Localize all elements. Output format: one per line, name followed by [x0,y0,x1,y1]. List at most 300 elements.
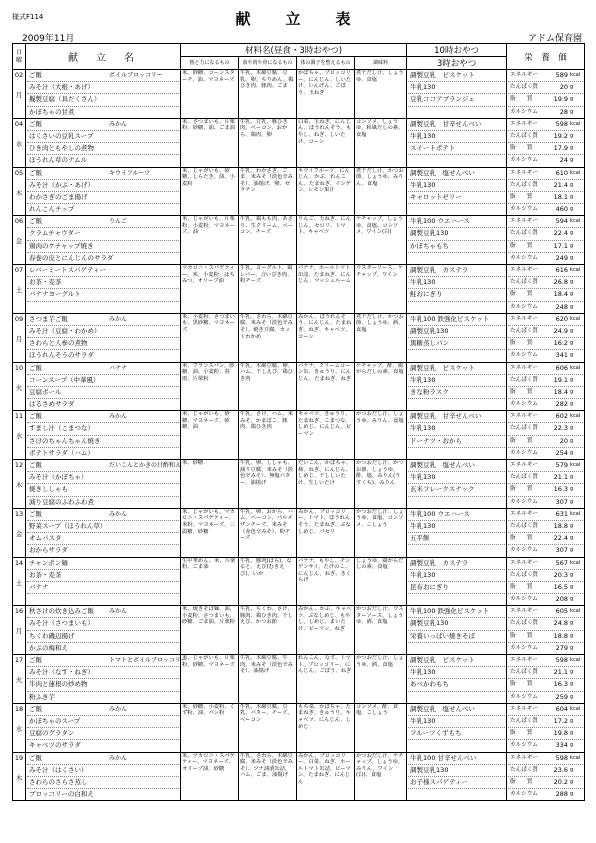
nutrition-cell [507,265,585,314]
nutrition-value: 19.2 [553,131,569,140]
dish-line [27,204,179,215]
nutrition-label: エネルギー [510,72,539,78]
dish-line [27,618,179,630]
nutrition-line [508,606,583,618]
dish-name: さわらと人参の煮物 [29,339,88,348]
day-date-cell [13,508,26,557]
nutrition-value: 21.1 [553,668,569,677]
dish-cell [26,411,181,460]
nutrition-label: カルシウム [510,742,538,749]
nutrition-unit: g [570,340,574,347]
ing-green-cell: だいこん、かぼちゃ、柿、ねぎ、にんじん、しめじ、干ししいたけ、生しいたけ [297,460,355,509]
nutrition-label: カルシウム [510,108,538,115]
nutrition-line [508,789,583,800]
ing-yellow-cell: 牛乳、さわら、木綿豆腐、米みそ（淡色辛みそ）、ツナ油漬缶詰、ハム、ごま、油揚げ [239,752,297,801]
day-of-week: 火 [15,676,23,684]
nutrition-label: カルシウム [510,644,538,651]
dish-line [27,448,179,459]
ing-red-cell: 生中華めん、米、片栗粉、ごま油 [181,557,239,606]
day-of-week: 金 [15,237,23,246]
nutrition-label: たんぱく質 [510,425,539,432]
snack-10: 牛乳100 ウエハース [408,509,505,521]
ing-red-header: 熱と力になるもの [181,57,239,70]
snack-3-drink: 牛乳130 [408,570,505,582]
day-row [13,411,585,460]
snack-10: 牛乳100 甘辛せんべい [408,753,505,765]
dish-name: お茶・麦茶 [29,278,62,287]
nutrition-unit: kcal [570,510,581,517]
nutrition-line [508,289,583,301]
nutrition-unit: kcal [570,705,581,712]
snack-cell [407,557,507,606]
dish-cell [26,362,181,411]
ing-red-cell: 米、じゃがいも、砂糖、しらたき、油、小麦粉 [181,167,239,216]
nutrition-line [508,436,583,448]
snack-cell [407,70,507,119]
ing-yellow-cell: 牛乳、鶏もも肉、あさり、生クリーム、ベーコン、チーズ [239,216,297,265]
dish-line [27,545,179,556]
fruit-note: みかん [109,705,128,713]
nutrition-cell [507,411,585,460]
nutrition-line [508,363,583,375]
nutrition-unit: kcal [570,364,581,371]
ing-seasoning-cell: かつおだし汁、しょうゆ、酒、食塩 [355,655,407,704]
ing-seasoning-cell: コンソメ、しょうゆ、和風だしの素、食塩 [355,118,407,167]
nutrition-value: 254 [555,448,569,457]
ing-seasoning-cell: ケチャップ、しょうゆ、食塩、コンソメ、ワイン(白) [355,216,407,265]
snack-blank [408,692,505,703]
nutrition-unit: g [570,791,574,798]
nutrition-unit: g [570,486,574,493]
dish-name: はくさいの豆乳スープ [29,131,94,140]
snack-blank [408,155,505,166]
nutrition-label: エネルギー [510,510,539,517]
snack-cell [407,118,507,167]
dish-line [27,521,179,533]
ing-seasoning-cell: かつおだし汁、しょうゆ、食塩、コンソメ、こしょう [355,508,407,557]
nutrition-line [508,192,583,204]
dish-line [27,302,179,313]
snack-10: 調製豆乳 塩せんべい [408,168,505,180]
nutrition-cell [507,655,585,704]
nutrition-unit: g [570,132,574,139]
dish-line [27,765,179,777]
nutrition-value: 631 [555,509,569,518]
nutrition-value: 610 [555,168,569,177]
fruit-note: みかん [109,120,128,128]
dish-name: バナナ [29,582,49,591]
snack-3-drink: 調製豆乳130 [408,228,505,240]
ing-seasoning-cell: ケチャップ、酢、鶏がらだしの素、食塩 [355,362,407,411]
day-date-cell [13,313,26,362]
nutrition-cell [507,508,585,557]
ing-seasoning-cell: ウスターソース、ケチャップ、ワイン [355,265,407,314]
day-date: 04 [14,119,24,128]
ing-red-cell: 米、じゃがいも、片栗粉、砂糖、マヨネーズ [181,655,239,704]
nutrition-value: 17.1 [553,241,569,250]
nutrition-label: エネルギー [510,705,539,712]
dish-name: 減り豆腐のふわふわ煮 [29,497,94,506]
dish-name: かぶの梅和え [29,643,68,652]
snack-3-drink: 牛乳130 [408,472,505,484]
nutrition-line [508,94,583,106]
snack-10: 牛乳100 ウエハース [408,216,505,228]
nutrition-cell [507,118,585,167]
dish-line [27,363,179,375]
nutrition-unit: kcal [570,218,581,225]
snack-3-food: 鮭おにぎり [408,289,505,301]
nutrition-cell [507,752,585,801]
dish-line [27,716,179,728]
nutrition-label: 脂 質 [510,437,533,444]
dish-line [27,740,179,751]
day-date: 19 [14,753,24,762]
fruit-note: トマトとボイルブロッコリー [109,657,187,664]
nutrition-label: たんぱく質 [510,669,539,676]
dish-line [27,399,179,410]
day-date: 13 [14,509,24,518]
snack-blank [408,302,505,313]
nutrition-value: 334 [555,741,569,750]
day-date-cell [13,752,26,801]
dish-name: ほうれんそうのサラダ [29,351,94,360]
nutrition-line [508,314,583,326]
dish-name: みそ汁（かぼちゃ） [29,473,88,482]
snack-3-food: きな粉ラスク [408,387,505,399]
nutrition-line [508,509,583,521]
dish-line [27,667,179,679]
nutrition-label: 脂 質 [510,730,533,737]
nutrition-label: 脂 質 [510,486,533,493]
nutrition-unit: g [570,157,574,164]
day-row [13,216,585,265]
nutrition-label: カルシウム [510,157,538,164]
dish-line [27,606,179,618]
dish-line [27,70,179,82]
nutrition-value: 616 [555,266,569,274]
nutrition-label: 脂 質 [510,388,533,395]
snack-cell [407,752,507,801]
nutrition-line [508,655,583,667]
dish-line [27,692,179,703]
nutrition-unit: g [570,279,574,286]
nutrition-value: 17.2 [553,716,569,725]
nutrition-unit: kcal [570,657,581,663]
nutrition-value: 620 [555,314,569,323]
nutrition-line [508,216,583,228]
day-date: 18 [14,704,24,713]
dish-name: おからサラダ [29,546,68,555]
nutrition-value: 22.4 [553,229,569,238]
nutrition-value: 22.4 [553,534,569,543]
dish-line [27,655,187,667]
dish-name: かぼちゃのスープ [29,716,81,725]
nutrition-value: 288 [555,790,569,799]
dish-cell [26,606,181,655]
dish-name: さけのちゃんちゃん焼き [29,436,101,445]
snack-3-food: かぼちゃもち [408,241,505,253]
day-date-cell [13,216,26,265]
day-of-week: 水 [15,432,23,441]
dish-name: ご飯 [29,363,42,372]
day-row [13,752,585,801]
dish-name: みそ汁（豆腐・わかめ） [29,326,101,335]
snack-blank [408,497,505,508]
ing-green-cell: キウイフルーツ、にんじん、かぶ、れんこん、たまねぎ、インゲン、レモン果汁 [297,167,355,216]
dish-name: クラムチャウダー [29,229,81,238]
nutrition-line [508,82,583,94]
day-of-week: 月 [15,91,23,99]
ing-green-cell: みかん、ブロッコリー、白菜、ねぎ、ホールトマト缶詰、ピーマン、たまねぎ、にんじん [297,752,355,801]
nutrition-line [508,631,583,643]
dish-name: レバーミートスパゲティー [29,266,106,274]
snack-cell [407,655,507,704]
day-date-cell [13,265,26,314]
ing-red-cell: 米、小麦粉、さつまいも、黒砂糖、マヨネーズ [181,313,239,362]
menu-body [13,70,585,801]
snack-cell [407,508,507,557]
nutrition-line [508,302,583,313]
dish-cell [26,70,181,119]
fruit-note: ボイルブロッコリー [109,72,163,79]
nutrition-value: 23.6 [553,765,569,774]
nutrition-label: たんぱく質 [510,181,539,188]
nutrition-unit: g [570,778,574,785]
ing-green-cell: みかん、ほうれんそう、にんじん、たまねぎ、ねぎ、キャベツ、コーン [297,313,355,362]
dish-line [27,753,179,765]
snack-10-header: 10時おやつ [407,44,507,57]
nutrition-value: 18.1 [553,192,569,201]
ing-yellow-cell: 牛乳、さわら、木綿豆腐、米みそ（淡色辛みそ）、焼き豆腐、カットわかめ [239,313,297,362]
nutrition-line [508,277,583,289]
snack-blank [408,350,505,361]
ing-seasoning-cell: 煮干だし汁、かつお節、しょうゆ、みりん、食塩 [355,167,407,216]
nutrition-line [508,533,583,545]
nutrition-label: カルシウム [510,352,538,359]
snack-blank [408,204,505,215]
snack-cell [407,216,507,265]
snack-3-food: あべかわもち [408,679,505,691]
ing-yellow-header: 血や肉や骨になるもの [239,57,297,70]
day-row [13,265,585,314]
snack-blank [408,789,505,800]
nutrition-unit: g [570,230,574,237]
dish-line [27,241,179,253]
nutrition-unit: kcal [570,608,581,615]
dish-line [27,643,179,654]
nutrition-label: たんぱく質 [510,279,539,286]
nutrition-unit: g [570,388,574,395]
nutrition-value: 24.9 [553,326,569,335]
snack-cell [407,362,507,411]
dish-name: バナナヨーグルト [29,290,81,299]
dish-line [27,94,179,106]
snack-3-drink: 調製豆乳130 [408,618,505,630]
nutrition-line [508,326,583,338]
dish-name: わかさぎのごま揚げ [29,192,88,201]
nutrition-line [508,70,583,82]
nutrition-line [508,204,583,215]
nutrition-line [508,168,583,180]
nutrition-label: 脂 質 [510,340,533,347]
ing-green-cell: れんこん、なす、トマト、ブロッコリー、にんじん、ごぼう、ねぎ [297,655,355,704]
nutrition-cell [507,216,585,265]
nutrition-line [508,448,583,459]
ing-yellow-cell: 牛乳、木綿豆腐、豆乳、卵、ちりめん、鶏ひき肉、豚肉、ごま [239,70,297,119]
ing-red-cell: マカロニ・スパゲティー、米、小麦粉、はちみつ、オリーブ油 [181,265,239,314]
snack-3-drink: 牛乳130 [408,277,505,289]
day-date: 02 [14,71,24,79]
snack-3-drink: 牛乳130 [408,667,505,679]
nutrition-unit: g [570,596,574,603]
dish-name: ひき肉ともやしの煮物 [29,144,94,153]
snack-3-food: キャロットゼリー [408,192,505,204]
ing-green-cell: もち菜、かぼちゃ、たまねぎ、きゅうり、キャベツ、にんじん、しめじ [297,703,355,752]
snack-3-food: お子様スパゲティー [408,777,505,789]
nutrition-cell [507,362,585,411]
ing-seasoning-cell: かつおだし汁、ケチャップ、しょうゆ、みりん、ワイン(白)、食塩 [355,752,407,801]
nutrition-line [508,155,583,166]
dish-name: ご飯 [29,753,42,762]
dish-cell [26,265,181,314]
day-date: 11 [14,412,24,421]
ing-seasoning-cell: コンソメ、酢、食塩、こしょう [355,703,407,752]
day-row [13,508,585,557]
fruit-note: キウイフルーツ [109,169,151,177]
ing-yellow-cell: 牛乳、豚肉(ばら)、なると、えび(むきえび)、いか [239,557,297,606]
dish-line [27,326,179,338]
dish-line [27,777,179,789]
nutrition-line [508,375,583,387]
nutrition-value: 24.8 [553,619,569,628]
nutrition-label: カルシウム [510,498,538,505]
dish-name: コーンスープ（中華風） [29,375,100,384]
nutrition-unit: g [570,303,574,310]
nutrition-label: エネルギー [510,413,539,420]
day-row [13,118,585,167]
nutrition-value: 594 [555,217,569,226]
dish-cell [26,167,181,216]
dish-line [27,155,179,166]
day-of-week: 木 [15,481,23,489]
nutrition-unit: g [570,145,574,152]
nutrition-unit: g [570,449,574,456]
snack-cell [407,703,507,752]
form-number: 様式F114 [12,13,44,21]
dish-name: みそ汁（はくさい） [29,765,88,774]
dish-line [27,558,179,570]
dish-name: みそ汁（かぶ・あげ） [29,180,94,189]
nursery-name: アドム保育園 [527,34,582,44]
nutrition-value: 17.9 [553,144,569,153]
dish-name: はるさめサラダ [29,400,75,409]
day-of-week: 月 [15,627,23,636]
nutrition-unit: g [570,742,574,749]
nutrition-unit: g [570,84,574,91]
ing-yellow-cell: 牛乳、わかさぎ、ごま、米みそ（淡色辛みそ）、油揚げ、卵、ゼラチン [239,167,297,216]
snack-blank [408,253,505,264]
ing-seasoning-cell: しょうゆ、鶏がらだしの素、食塩 [355,557,407,606]
dish-name: お茶・麦茶 [29,570,62,579]
nutrition-label: エネルギー [510,657,539,663]
fruit-note: だいこんとかきの甘酢和え [109,462,182,469]
day-date-cell [13,118,26,167]
dish-name: ご飯 [29,168,42,177]
nutrition-unit: g [570,96,574,103]
dish-line [27,119,179,131]
nutrition-unit: g [570,376,574,383]
nutrition-line [508,265,583,277]
dish-line [27,82,179,94]
nutrition-label: カルシウム [510,547,538,554]
fruit-note: みかん [109,315,128,323]
dish-name: 鶏肉のケチャップ焼き [29,241,94,250]
dish-name: 豆腐のグラタン [29,729,75,738]
nutrition-label: エネルギー [510,315,539,322]
dish-line [27,533,179,545]
dish-cell [26,655,187,704]
snack-3-food: 豆乳ココアブランジェ [408,94,505,106]
dish-name: ご飯 [29,704,42,713]
nutrition-line [508,716,583,728]
dish-line [27,484,179,496]
day-of-week: 水 [15,139,23,148]
ing-seasoning-cell: かつおだし汁、かつお節、しょうゆ、酢、塩、みりん(うすくち)、みりん [355,460,407,509]
day-date-cell [13,411,26,460]
snack-blank [408,448,505,459]
day-row [13,460,585,509]
dish-line [27,168,179,180]
ing-green-cell: りんご、玉ねぎ、にんじん、セロリ、トマト、キャベツ [297,216,355,265]
nutrition-label: 脂 質 [510,583,533,590]
nutrition-label: たんぱく質 [510,474,539,481]
nutrition-label: エネルギー [510,559,539,566]
dish-name: 焼きししゃも [29,485,68,494]
snack-3-drink: 調製豆乳130 [408,765,505,777]
nutrition-value: 208 [555,595,569,604]
ing-red-cell: 米、さつまいも、片栗粉、砂糖、油、ごま油 [181,118,239,167]
ing-yellow-cell: 牛乳、ちくわ、さけ、豚肉、鶏ひき肉、干しえび、かつお節 [239,606,297,655]
nutrition-line [508,143,583,155]
ing-seasoning-cell: 煮干だし汁、しょうゆ、食塩 [355,70,407,119]
ing-red-cell: 米、砂糖 [181,460,239,509]
nutrition-value: 21.1 [553,473,569,482]
nutrition-line [508,753,583,765]
day-date: 09 [14,314,24,323]
ing-red-cell: 米、砂糖、コーンスターチ、油、マヨネーズ [181,70,239,119]
nutrition-value: 18.4 [553,290,569,299]
nutrition-value: 606 [555,363,569,372]
nutrition-unit: g [570,291,574,298]
ing-red-cell: 米、マカロニ・スパゲティー、マヨネーズ、オリーブ油、砂糖 [181,752,239,801]
nutrition-label: カルシウム [510,791,538,798]
menu-name-header: 献 立 名 [26,44,181,70]
nutrition-value: 307 [555,546,569,555]
ing-yellow-cell: 牛乳、卵、おから、ハム、ベーコン、パルメザンチーズ、米みそ（赤色辛みそ）、粉チーズ [239,508,297,557]
day-date: 07 [14,266,24,274]
snack-10: 調製豆乳 ビスケット [408,363,505,375]
nutrition-label: たんぱく質 [510,230,539,237]
nutrition-label: エネルギー [510,169,539,176]
nutrition-unit: g [570,498,574,505]
day-date: 05 [14,168,24,177]
nutrition-label: カルシウム [510,449,538,456]
dish-line [27,497,179,508]
nutrition-label: エネルギー [510,120,539,127]
dish-line [27,582,179,594]
snack-10: 調製豆乳 ビスケット [408,655,505,667]
nutrition-label: たんぱく質 [510,766,539,773]
